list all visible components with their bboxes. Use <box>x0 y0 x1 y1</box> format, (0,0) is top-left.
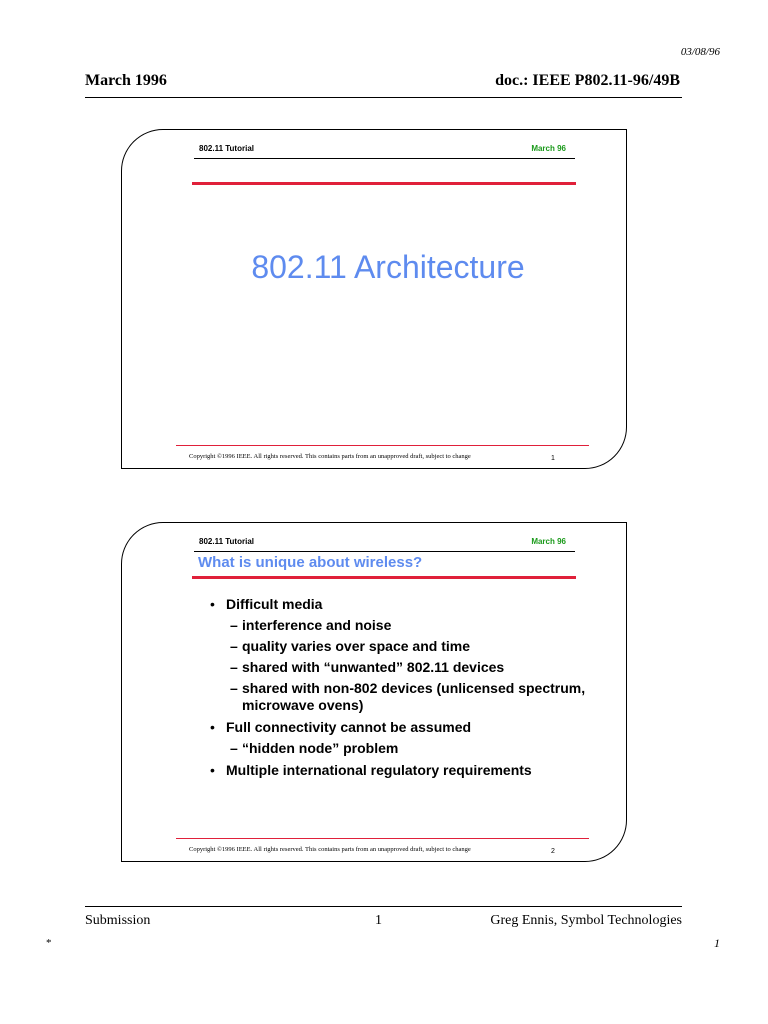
slide-page-number: 1 <box>551 455 555 462</box>
slide-title: 802.11 Architecture <box>251 249 525 285</box>
slide-heading-rule <box>192 576 576 579</box>
slide-header-divider <box>194 551 575 552</box>
slide-top-date: March 96 <box>531 537 566 546</box>
slide-top-label: 802.11 Tutorial <box>199 144 254 153</box>
sub-bullet-item <box>208 617 588 634</box>
bullet-item <box>208 595 588 613</box>
slide-heading: What is unique about wireless? <box>198 554 423 571</box>
sub-bullet-text: shared with “unwanted” 802.11 devices <box>242 659 505 675</box>
document-month: March 1996 <box>85 72 167 89</box>
slide-2 <box>121 522 627 862</box>
bullet-dot-icon: • <box>210 596 215 612</box>
footer-submission: Submission <box>85 913 151 928</box>
document-id: doc.: IEEE P802.11-96/49B <box>495 72 680 89</box>
sub-bullet-text: quality varies over space and time <box>242 638 470 654</box>
slide-page-number: 2 <box>551 848 555 855</box>
dash-icon: – <box>230 617 238 633</box>
bullet-item <box>208 718 588 736</box>
sub-bullet-item <box>208 740 588 757</box>
slide-copyright: Copyright ©1996 IEEE. All rights reserved. This contains parts from an unapproved draft, subject to change <box>189 846 471 853</box>
bullet-item <box>208 761 588 779</box>
footer-page-number: 1 <box>375 913 382 928</box>
sub-bullet-text: “hidden node” problem <box>242 740 399 756</box>
dash-icon: – <box>230 638 238 654</box>
dash-icon: – <box>230 740 238 756</box>
slide-copyright: Copyright ©1996 IEEE. All rights reserved. This contains parts from an unapproved draft, subject to change <box>189 453 471 460</box>
sub-bullet-item <box>208 680 588 714</box>
document-date: 03/08/96 <box>680 46 720 58</box>
slide-top-label: 802.11 Tutorial <box>199 537 254 546</box>
bullet-text: Difficult media <box>226 596 323 612</box>
dash-icon: – <box>230 659 238 675</box>
footer-divider <box>85 906 682 907</box>
bullet-dot-icon: • <box>210 762 215 778</box>
bullet-text: Multiple international regulatory requirements <box>226 762 532 778</box>
dash-icon: – <box>230 680 238 696</box>
bottom-asterisk: * <box>46 937 52 949</box>
slide-header-divider <box>194 158 575 159</box>
sub-bullet-item <box>208 659 588 676</box>
slide-frame <box>121 129 627 469</box>
slide-top-date: March 96 <box>531 144 566 153</box>
bullet-list <box>208 595 588 783</box>
slide-title-rule <box>192 182 576 185</box>
bullet-text: Full connectivity cannot be assumed <box>226 719 472 735</box>
sub-bullet-text: shared with non-802 devices (unlicensed spectrum, microwave ovens) <box>242 680 586 713</box>
slide-footer-rule <box>176 838 589 839</box>
sub-bullet-text: interference and noise <box>242 617 392 633</box>
bottom-page-number: 1 <box>714 936 720 950</box>
header-divider <box>85 97 682 98</box>
bullet-dot-icon: • <box>210 719 215 735</box>
footer-author: Greg Ennis, Symbol Technologies <box>490 913 682 928</box>
slide-footer-rule <box>176 445 589 446</box>
sub-bullet-item <box>208 638 588 655</box>
slide-1 <box>121 129 627 469</box>
